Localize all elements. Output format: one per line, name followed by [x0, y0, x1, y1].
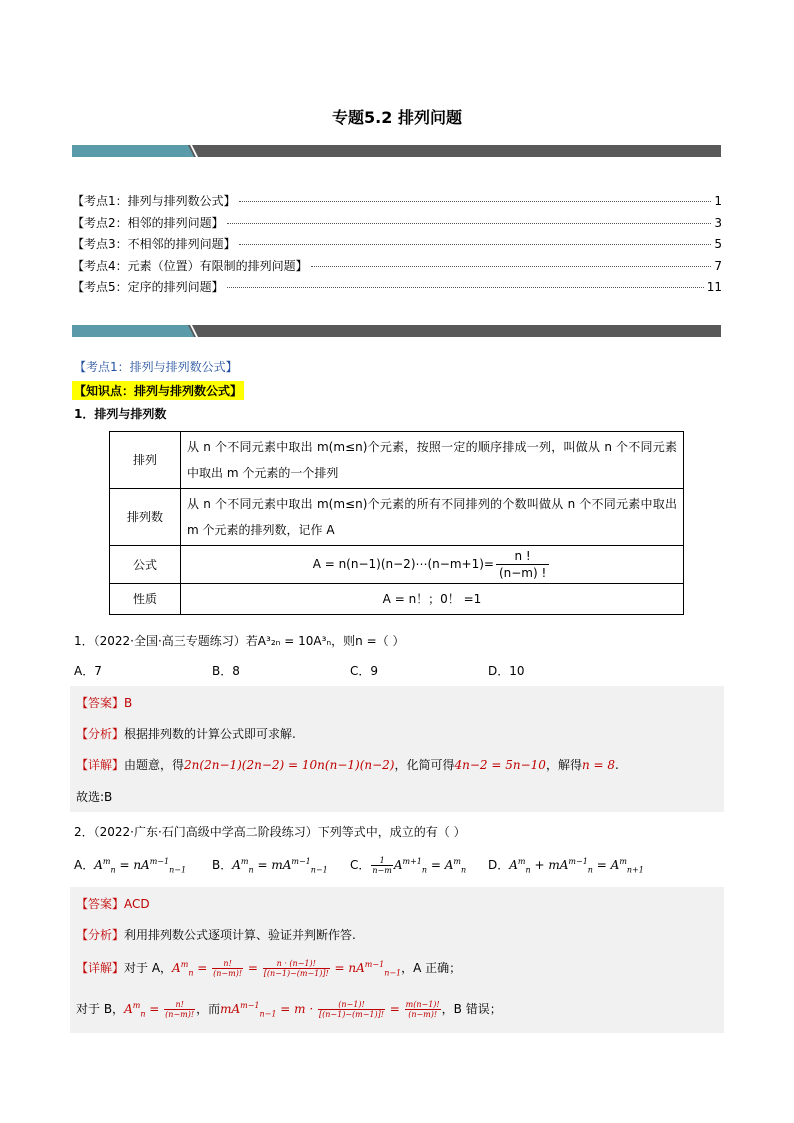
- toc-page: 5: [714, 237, 722, 251]
- detail-text: ，A 正确；: [401, 961, 462, 975]
- table-key: 性质: [110, 584, 181, 615]
- table-key: 排列数: [110, 489, 181, 546]
- answer-label: 【答案】: [76, 897, 125, 911]
- toc-label: 【考点3：不相邻的排列问题】: [72, 237, 236, 251]
- definition-table: [109, 431, 684, 615]
- detail-text: 对于 B，: [76, 1002, 125, 1016]
- conclusion-line: 故选:B: [76, 790, 113, 804]
- detail-equation: 4n−2 = 5n−10: [454, 758, 546, 772]
- decorative-bar-section: [72, 325, 721, 337]
- analysis-label: 【分析】: [76, 727, 125, 741]
- subheading: 1．排列与排列数: [74, 407, 167, 421]
- toc-page: 1: [714, 194, 722, 208]
- question-1-options: [74, 662, 714, 679]
- detail-text: .: [615, 758, 619, 772]
- question-1-stem: 1．（2022·全国·高三专题练习）若A³₂ₙ = 10A³ₙ，则n =（ ）: [74, 634, 405, 648]
- table-key: 排列: [110, 432, 181, 489]
- fraction-denominator: (n−m) !: [498, 566, 547, 580]
- table-of-contents: [72, 192, 722, 300]
- analysis-text: 根据排列数的计算公式即可求解.: [124, 727, 296, 741]
- toc-item[interactable]: [72, 214, 722, 236]
- analysis-line: [76, 926, 356, 943]
- toc-leader: [239, 201, 712, 202]
- detail-line-b: [76, 1000, 502, 1019]
- option-label: A．: [74, 858, 95, 872]
- toc-page: 3: [714, 215, 722, 230]
- detail-label: 【详解】: [76, 758, 125, 772]
- option-label: B．: [212, 858, 233, 872]
- detail-text: 对于 A，: [124, 961, 173, 975]
- option-a[interactable]: [74, 856, 212, 875]
- option-label: D．: [488, 858, 510, 872]
- toc-page: 7: [714, 258, 722, 273]
- detail-text: ，而: [196, 1002, 221, 1016]
- toc-item[interactable]: [72, 192, 722, 214]
- fraction-numerator: n !: [496, 548, 549, 565]
- table-key: 公式: [110, 546, 181, 584]
- toc-item[interactable]: [72, 278, 722, 300]
- toc-label: 【考点2：相邻的排列问题】: [72, 215, 224, 230]
- detail-line: [76, 756, 619, 773]
- answer-line: [76, 895, 150, 912]
- detail-text: ，B 错误；: [441, 1002, 502, 1016]
- option-c[interactable]: C．9: [350, 664, 379, 678]
- question-1-solution: [70, 686, 724, 812]
- detail-equation: $A^m_n$ = $\frac{n!}{(n-m)!}$ = $\frac{n \cdot (n-1)!}{[(n-1)-(m-1)]!}$ = $nA^{m-1}_{n-1}$: [172, 959, 402, 978]
- answer-line: [76, 694, 132, 711]
- question-2-solution: [70, 887, 724, 1033]
- table-value: 从 n 个不同元素中取出 m(m≤n)个元素的所有不同排列的个数叫做从 n 个不同元素中取出 m 个元素的排列数，记作 A: [181, 489, 684, 546]
- option-formula: $\frac{1}{n-m}$ $A^{m+1}_n = A^m_n$: [372, 856, 467, 875]
- answer-value: ACD: [124, 897, 150, 911]
- detail-text: ，化简可得: [394, 758, 455, 772]
- answer-label: 【答案】: [76, 696, 125, 710]
- knowledge-point-tag: 【知识点：排列与排列数公式】: [72, 381, 244, 400]
- toc-leader: [311, 266, 712, 267]
- toc-leader: [227, 287, 704, 288]
- detail-equation: 2n(2n−1)(2n−2) = 10n(n−1)(n−2): [184, 758, 395, 772]
- option-b[interactable]: [212, 856, 350, 875]
- section-heading: 【考点1：排列与排列数公式】: [74, 360, 238, 374]
- analysis-line: [76, 725, 296, 742]
- toc-leader: [239, 244, 712, 245]
- detail-equation: $A^m_n$ = $\frac{n!}{(n-m)!}$: [124, 1000, 195, 1019]
- decorative-bar-top: [72, 145, 721, 157]
- question-2-options: [74, 856, 714, 875]
- table-value: 从 n 个不同元素中取出 m(m≤n)个元素，按照一定的顺序排成一列，叫做从 n 个不同元素中取出 m 个元素的一个排列: [181, 432, 684, 489]
- toc-item[interactable]: [72, 235, 722, 257]
- toc-label: 【考点4：元素（位置）有限制的排列问题】: [72, 258, 308, 273]
- answer-value: B: [124, 696, 133, 710]
- detail-text: 由题意，得: [124, 758, 185, 772]
- analysis-text: 利用排列数公式逐项计算、验证并判断作答.: [124, 928, 356, 942]
- table-row: [110, 584, 684, 615]
- option-c[interactable]: [350, 856, 488, 875]
- toc-page: 11: [706, 280, 722, 294]
- option-label: C．: [350, 858, 371, 872]
- formula-fraction: [496, 548, 549, 581]
- option-formula: $A^m_n = nA^{m-1}_{n-1}$: [94, 857, 187, 875]
- option-a[interactable]: A．7: [74, 664, 102, 678]
- option-formula: $A^m_n + mA^{m-1}_n = A^m_{n+1}$: [509, 857, 644, 875]
- detail-label: 【详解】: [76, 961, 125, 975]
- table-row: [110, 432, 684, 489]
- option-b[interactable]: B．8: [212, 664, 240, 678]
- detail-text: ，解得: [545, 758, 582, 772]
- option-d[interactable]: [488, 856, 648, 875]
- table-row: [110, 546, 684, 584]
- toc-label: 【考点1：排列与排列数公式】: [72, 194, 236, 208]
- toc-label: 【考点5：定序的排列问题】: [72, 280, 224, 294]
- question-2-stem: 2．（2022·广东·石门高级中学高二阶段练习）下列等式中，成立的有（ ）: [74, 825, 466, 839]
- analysis-label: 【分析】: [76, 928, 125, 942]
- toc-leader: [227, 223, 712, 224]
- table-row: [110, 489, 684, 546]
- table-value-formula: [181, 546, 684, 584]
- formula-left: A = n(n−1)(n−2)⋯(n−m+1)=: [312, 557, 494, 571]
- option-formula: $A^m_n = mA^{m-1}_{n-1}$: [232, 857, 328, 875]
- toc-item[interactable]: [72, 257, 722, 279]
- detail-equation: n = 8: [581, 758, 615, 772]
- page-title: 专题5.2 排列问题: [332, 108, 462, 127]
- detail-line-a: [76, 959, 461, 978]
- table-value: A = n！；0！ =1: [181, 584, 684, 615]
- detail-equation: $mA^{m-1}_{n-1} = m$ · $\frac{(n-1)!}{[(n-1)-(m-1)]!}$ = $\frac{m(n-1)!}{(n-m)!}$: [220, 1000, 440, 1019]
- option-d[interactable]: D．10: [488, 664, 525, 678]
